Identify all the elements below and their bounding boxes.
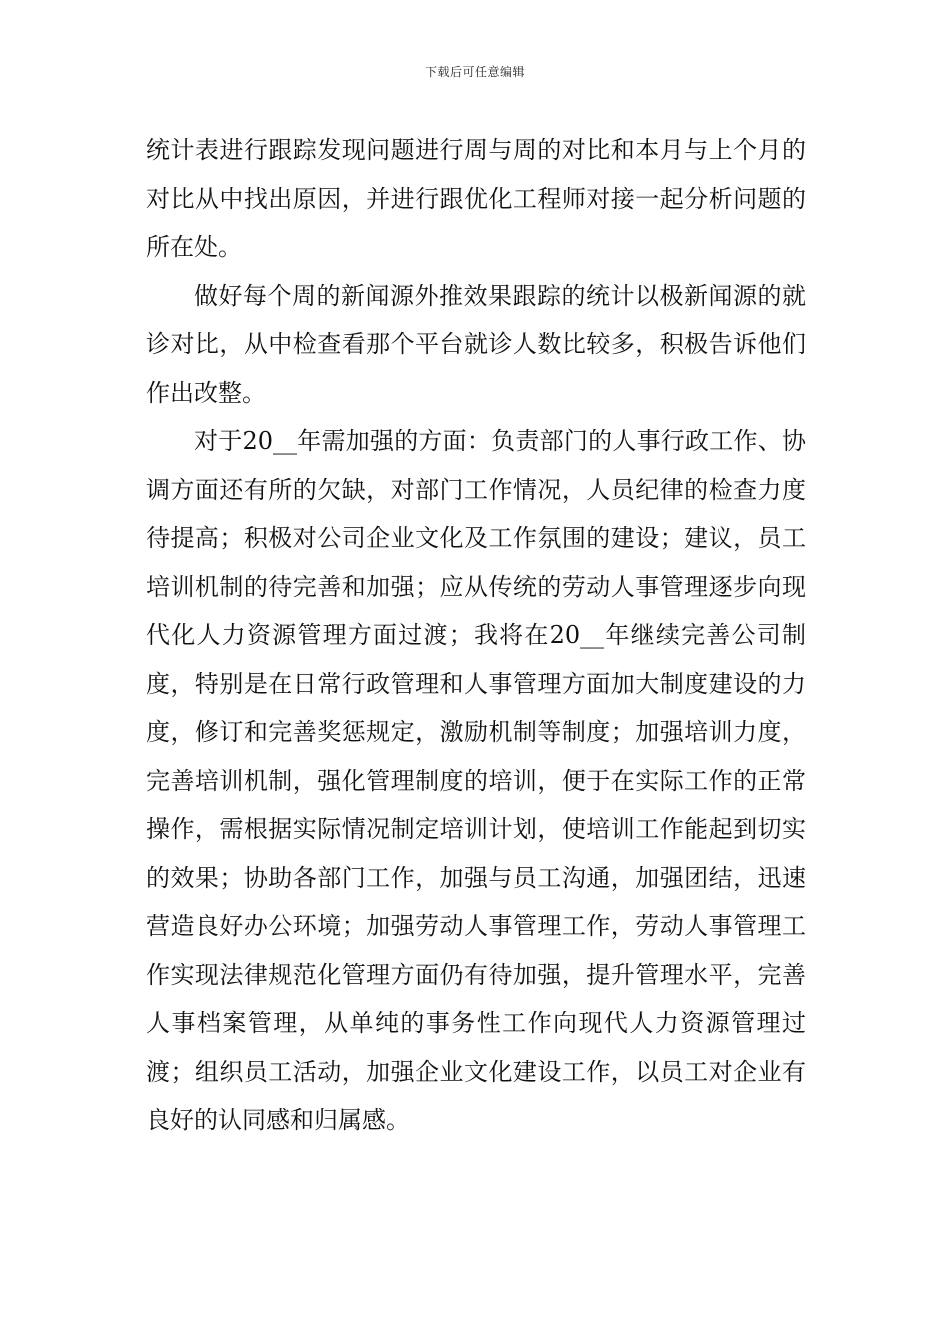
document-body	[146, 126, 806, 1145]
paragraph-improvement-plan: 对于20__年需加强的方面：负责部门的人事行政工作、协调方面还有所的欠缺，对部门工作情况，人员纪律的检查力度待提高；积极对公司企业文化及工作氛围的建设；建议，员工培训机制的待完善和加强；应从传统的劳动人事管理逐步向现代化人力资源管理方面过渡；我将在20__年继续完善公司制度，特别是在日常行政管理和人事管理方面加大制度建设的力度，修订和完善奖惩规定，激励机制等制度；加强培训力度，完善培训机制，强化管理制度的培训，便于在实际工作的正常操作，需根据实际情况制定培训计划，使培训工作能起到切实的效果；协助各部门工作，加强与员工沟通，加强团结，迅速营造良好办公环境；加强劳动人事管理工作，劳动人事管理工作实现法律规范化管理方面仍有待加强，提升管理水平，完善人事档案管理，从单纯的事务性工作向现代人力资源管理过渡；组织员工活动，加强企业文化建设工作，以员工对企业有良好的认同感和归属感。	[146, 427, 806, 1134]
page-header-note: 下载后可任意编辑	[424, 65, 525, 79]
paragraph-continued: 统计表进行跟踪发现问题进行周与周的对比和本月与上个月的对比从中找出原因，并进行跟优化工程师对接一起分析问题的所在处。	[146, 136, 806, 261]
paragraph-news-source-tracking: 做好每个周的新闻源外推效果跟踪的统计以极新闻源的就诊对比，从中检查看那个平台就诊人数比较多，积极告诉他们作出改整。	[146, 281, 806, 407]
